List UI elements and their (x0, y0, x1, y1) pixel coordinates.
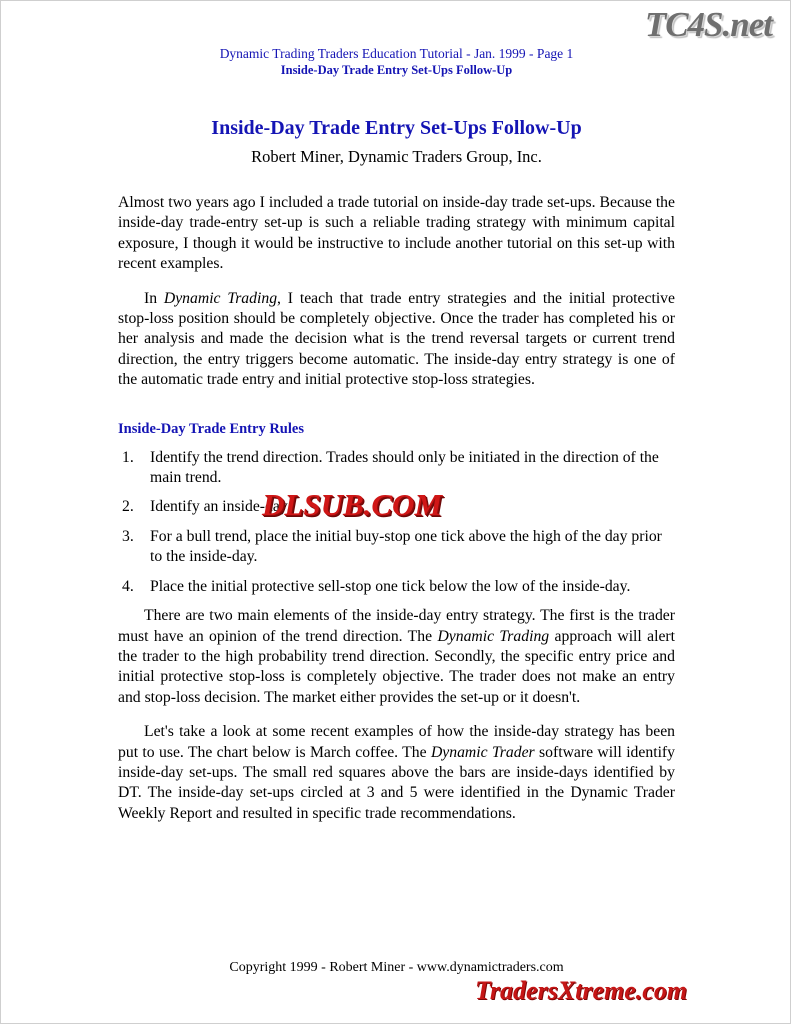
header-line-2: Inside-Day Trade Entry Set-Ups Follow-Up (280, 63, 513, 77)
section-heading-rules: Inside-Day Trade Entry Rules (118, 420, 304, 437)
page-title: Inside-Day Trade Entry Set-Ups Follow-Up (211, 117, 582, 139)
page-footer: Copyright 1999 - Robert Miner - www.dynamictraders.com (229, 960, 564, 975)
list-item-number: 3. (122, 527, 134, 545)
paragraph-elements-post: approach will alert the trader to the high probability trend direction. Secondly, the specific entry price and initial protective stop-loss is completely objective. The trader does not make an entry and stop-loss decision. The market either provides the set-up or it doesn't. (118, 627, 676, 706)
watermark-tradersxtreme: TradersXtreme.com (475, 976, 688, 1005)
paragraph-objective-post: , I teach that trade entry strategies and the initial protective stop-loss position should be completely objective. Once the trader has completed his or her analysis and made the decision what is the trend reversal targets or current trend direction, the entry triggers become automatic. The inside-day entry strategy is one of the automatic trade entry and initial protective stop-loss strategies. (118, 289, 675, 389)
software-title-dynamic-trader: Dynamic Trader (430, 743, 535, 761)
paragraph-examples-post: software will identify inside-day set-ups. The small red squares above the bars are inside-days identified by DT. The inside-day set-ups circled at 3 and 5 were identified in the Dynamic Trader Weekly Report and resulted in specific trade recommendations. (118, 743, 675, 822)
paragraph-objective-pre: In (144, 289, 164, 307)
list-item-text: Identify the trend direction. Trades should only be initiated in the direction of the main trend. (150, 448, 659, 487)
list-item-number: 4. (122, 577, 134, 595)
list-item-text: Place the initial protective sell-stop one tick below the low of the inside-day. (150, 577, 631, 595)
list-item-number: 2. (122, 498, 134, 516)
list-item (118, 448, 675, 489)
list-item (118, 577, 675, 597)
watermark-tc4s: TC4S.net (644, 5, 772, 44)
page-header (1, 45, 791, 78)
book-title-dynamic-trading-2: Dynamic Trading (437, 627, 550, 645)
paragraph-examples (118, 722, 675, 824)
list-item-number: 1. (122, 448, 134, 466)
author-byline: Robert Miner, Dynamic Traders Group, Inc. (251, 147, 542, 166)
paragraph-objective (118, 289, 675, 391)
paragraph-examples-pre: Let's take a look at some recent examples of how the inside-day strategy has been put to use. The chart below is March coffee. The (118, 723, 675, 761)
paragraph-elements-pre: There are two main elements of the inside-day entry strategy. The first is the trader must have an opinion of the trend direction. The (118, 607, 675, 645)
book-title-dynamic-trading: Dynamic Trading (163, 289, 278, 307)
list-item (118, 527, 675, 568)
list-item-text: Identify an inside-day. (150, 498, 291, 516)
paragraph-elements (118, 606, 675, 708)
header-line-1: Dynamic Trading Traders Education Tutorial - Jan. 1999 - Page 1 (219, 46, 574, 61)
watermark-dlsub: DLSUB.COM (262, 487, 443, 522)
paragraph-intro: Almost two years ago I included a trade tutorial on inside-day trade set-ups. Because the inside-day trade-entry set-up is such a reliable trading strategy with minimum capital exposure, I though it would be instructive to include another tutorial on this set-up with recent examples. (118, 194, 675, 273)
list-item-text: For a bull trend, place the initial buy-stop one tick above the high of the day prior to the inside-day. (150, 527, 662, 566)
